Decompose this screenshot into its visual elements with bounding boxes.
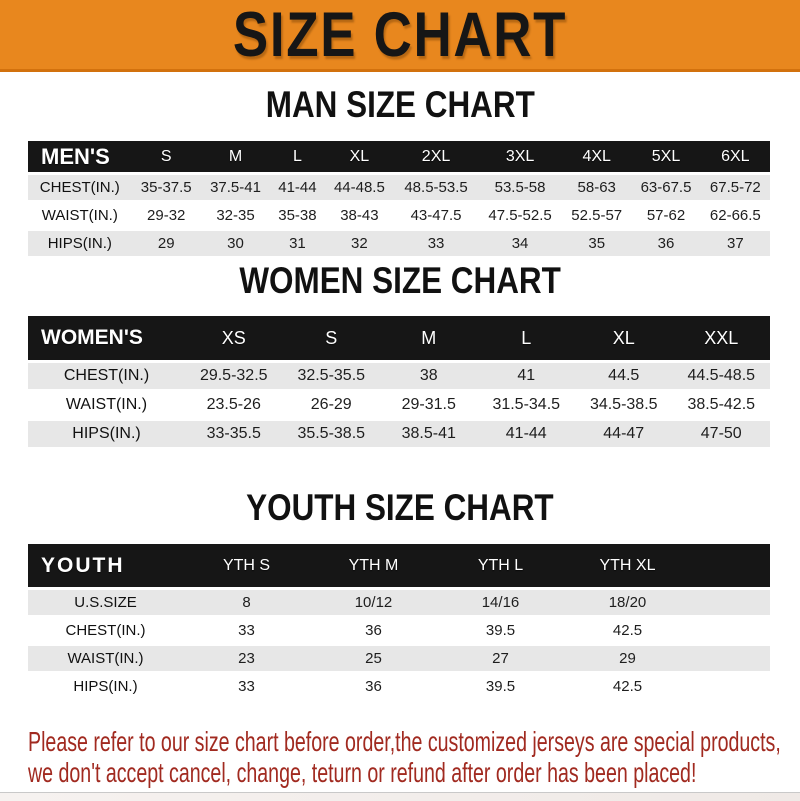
- table-row: [28, 175, 770, 200]
- table-cell: 32-35: [201, 203, 270, 228]
- table-cell: 36: [310, 674, 437, 699]
- table-cell: 38.5-41: [380, 421, 478, 447]
- table-cell: 32.5-35.5: [283, 363, 381, 389]
- row-label: CHEST(IN.): [28, 175, 132, 200]
- table-cell: 25: [310, 646, 437, 671]
- table-cell: 26-29: [283, 392, 381, 418]
- row-label: HIPS(IN.): [28, 674, 183, 699]
- row-label: CHEST(IN.): [28, 618, 183, 643]
- table-cell: 41: [478, 363, 576, 389]
- table-cell: 57-62: [631, 203, 700, 228]
- column-header: 3XL: [478, 141, 562, 172]
- women-section-heading: [0, 260, 800, 302]
- row-label: HIPS(IN.): [28, 231, 132, 256]
- column-header: XL: [325, 141, 394, 172]
- column-header: YTH M: [310, 544, 437, 587]
- table-cell: 33: [394, 231, 478, 256]
- table-row: [28, 646, 770, 671]
- table-cell: 29: [564, 646, 691, 671]
- table-cell: 38-43: [325, 203, 394, 228]
- table-cell: 18/20: [564, 590, 691, 615]
- filler-cell: [691, 646, 770, 671]
- disclaimer: [28, 726, 800, 788]
- banner: [0, 0, 800, 72]
- column-header: XS: [185, 316, 283, 360]
- row-label: WAIST(IN.): [28, 646, 183, 671]
- table-row: [28, 392, 770, 418]
- table-corner-label: WOMEN'S: [28, 316, 185, 360]
- row-label: U.S.SIZE: [28, 590, 183, 615]
- row-label: HIPS(IN.): [28, 421, 185, 447]
- table-corner-label: MEN'S: [28, 141, 132, 172]
- table-row: [28, 674, 770, 699]
- table-cell: 35.5-38.5: [283, 421, 381, 447]
- women-size-table: [28, 313, 770, 450]
- column-header: S: [132, 141, 201, 172]
- table-cell: 23: [183, 646, 310, 671]
- column-header: YTH S: [183, 544, 310, 587]
- men-header-row: [28, 141, 770, 172]
- man-section-heading-text: MAN SIZE CHART: [265, 84, 535, 125]
- table-cell: 38.5-42.5: [673, 392, 771, 418]
- table-cell: 29: [132, 231, 201, 256]
- row-label: CHEST(IN.): [28, 363, 185, 389]
- filler-cell: [691, 590, 770, 615]
- table-cell: 33-35.5: [185, 421, 283, 447]
- table-row: [28, 590, 770, 615]
- table-cell: 53.5-58: [478, 175, 562, 200]
- disclaimer-text: [28, 726, 781, 788]
- table-cell: 42.5: [564, 618, 691, 643]
- table-row: [28, 618, 770, 643]
- table-corner-label: YOUTH: [28, 544, 183, 587]
- table-cell: 8: [183, 590, 310, 615]
- table-row: [28, 203, 770, 228]
- table-cell: 67.5-72: [701, 175, 770, 200]
- column-header: 4XL: [562, 141, 631, 172]
- table-cell: 48.5-53.5: [394, 175, 478, 200]
- row-label: WAIST(IN.): [28, 392, 185, 418]
- table-cell: 38: [380, 363, 478, 389]
- youth-section-heading: [0, 487, 800, 529]
- column-header: XL: [575, 316, 673, 360]
- table-row: [28, 231, 770, 256]
- table-cell: 27: [437, 646, 564, 671]
- table-cell: 42.5: [564, 674, 691, 699]
- men-size-table: [28, 138, 770, 259]
- table-cell: 44-48.5: [325, 175, 394, 200]
- table-cell: 35-38: [270, 203, 325, 228]
- table-cell: 39.5: [437, 674, 564, 699]
- column-header: YTH L: [437, 544, 564, 587]
- table-cell: 36: [310, 618, 437, 643]
- table-cell: 29-32: [132, 203, 201, 228]
- table-cell: 30: [201, 231, 270, 256]
- table-cell: 37.5-41: [201, 175, 270, 200]
- filler-cell: [691, 544, 770, 587]
- row-label: WAIST(IN.): [28, 203, 132, 228]
- disclaimer-line-1: Please refer to our size chart before order,the customized jerseys are special products,: [28, 726, 781, 757]
- column-header: L: [270, 141, 325, 172]
- column-header: M: [380, 316, 478, 360]
- table-cell: 29-31.5: [380, 392, 478, 418]
- table-cell: 43-47.5: [394, 203, 478, 228]
- table-cell: 35-37.5: [132, 175, 201, 200]
- table-cell: 44.5: [575, 363, 673, 389]
- table-cell: 36: [631, 231, 700, 256]
- table-cell: 34.5-38.5: [575, 392, 673, 418]
- table-cell: 31: [270, 231, 325, 256]
- filler-cell: [691, 674, 770, 699]
- youth-section-heading-text: YOUTH SIZE CHART: [246, 487, 554, 528]
- table-cell: 44.5-48.5: [673, 363, 771, 389]
- women-header-row: [28, 316, 770, 360]
- column-header: M: [201, 141, 270, 172]
- table-cell: 39.5: [437, 618, 564, 643]
- table-cell: 32: [325, 231, 394, 256]
- table-cell: 58-63: [562, 175, 631, 200]
- table-row: [28, 363, 770, 389]
- table-cell: 34: [478, 231, 562, 256]
- table-cell: 44-47: [575, 421, 673, 447]
- filler-cell: [691, 618, 770, 643]
- column-header: S: [283, 316, 381, 360]
- column-header: 2XL: [394, 141, 478, 172]
- table-cell: 31.5-34.5: [478, 392, 576, 418]
- disclaimer-line-2: we don't accept cancel, change, teturn or refund after order has been placed!: [28, 757, 697, 788]
- table-cell: 14/16: [437, 590, 564, 615]
- man-section-heading: [0, 84, 800, 126]
- table-cell: 47.5-52.5: [478, 203, 562, 228]
- table-cell: 33: [183, 618, 310, 643]
- table-cell: 62-66.5: [701, 203, 770, 228]
- table-cell: 52.5-57: [562, 203, 631, 228]
- column-header: 6XL: [701, 141, 770, 172]
- table-row: [28, 421, 770, 447]
- column-header: 5XL: [631, 141, 700, 172]
- column-header: L: [478, 316, 576, 360]
- table-cell: 63-67.5: [631, 175, 700, 200]
- table-cell: 29.5-32.5: [185, 363, 283, 389]
- table-cell: 41-44: [478, 421, 576, 447]
- women-section-heading-text: WOMEN SIZE CHART: [239, 260, 561, 301]
- youth-size-table: [28, 541, 770, 702]
- table-cell: 35: [562, 231, 631, 256]
- table-cell: 41-44: [270, 175, 325, 200]
- table-cell: 23.5-26: [185, 392, 283, 418]
- table-cell: 33: [183, 674, 310, 699]
- column-header: XXL: [673, 316, 771, 360]
- banner-title: SIZE CHART: [232, 0, 568, 70]
- table-cell: 47-50: [673, 421, 771, 447]
- table-cell: 10/12: [310, 590, 437, 615]
- table-cell: 37: [701, 231, 770, 256]
- youth-header-row: [28, 544, 770, 587]
- column-header: YTH XL: [564, 544, 691, 587]
